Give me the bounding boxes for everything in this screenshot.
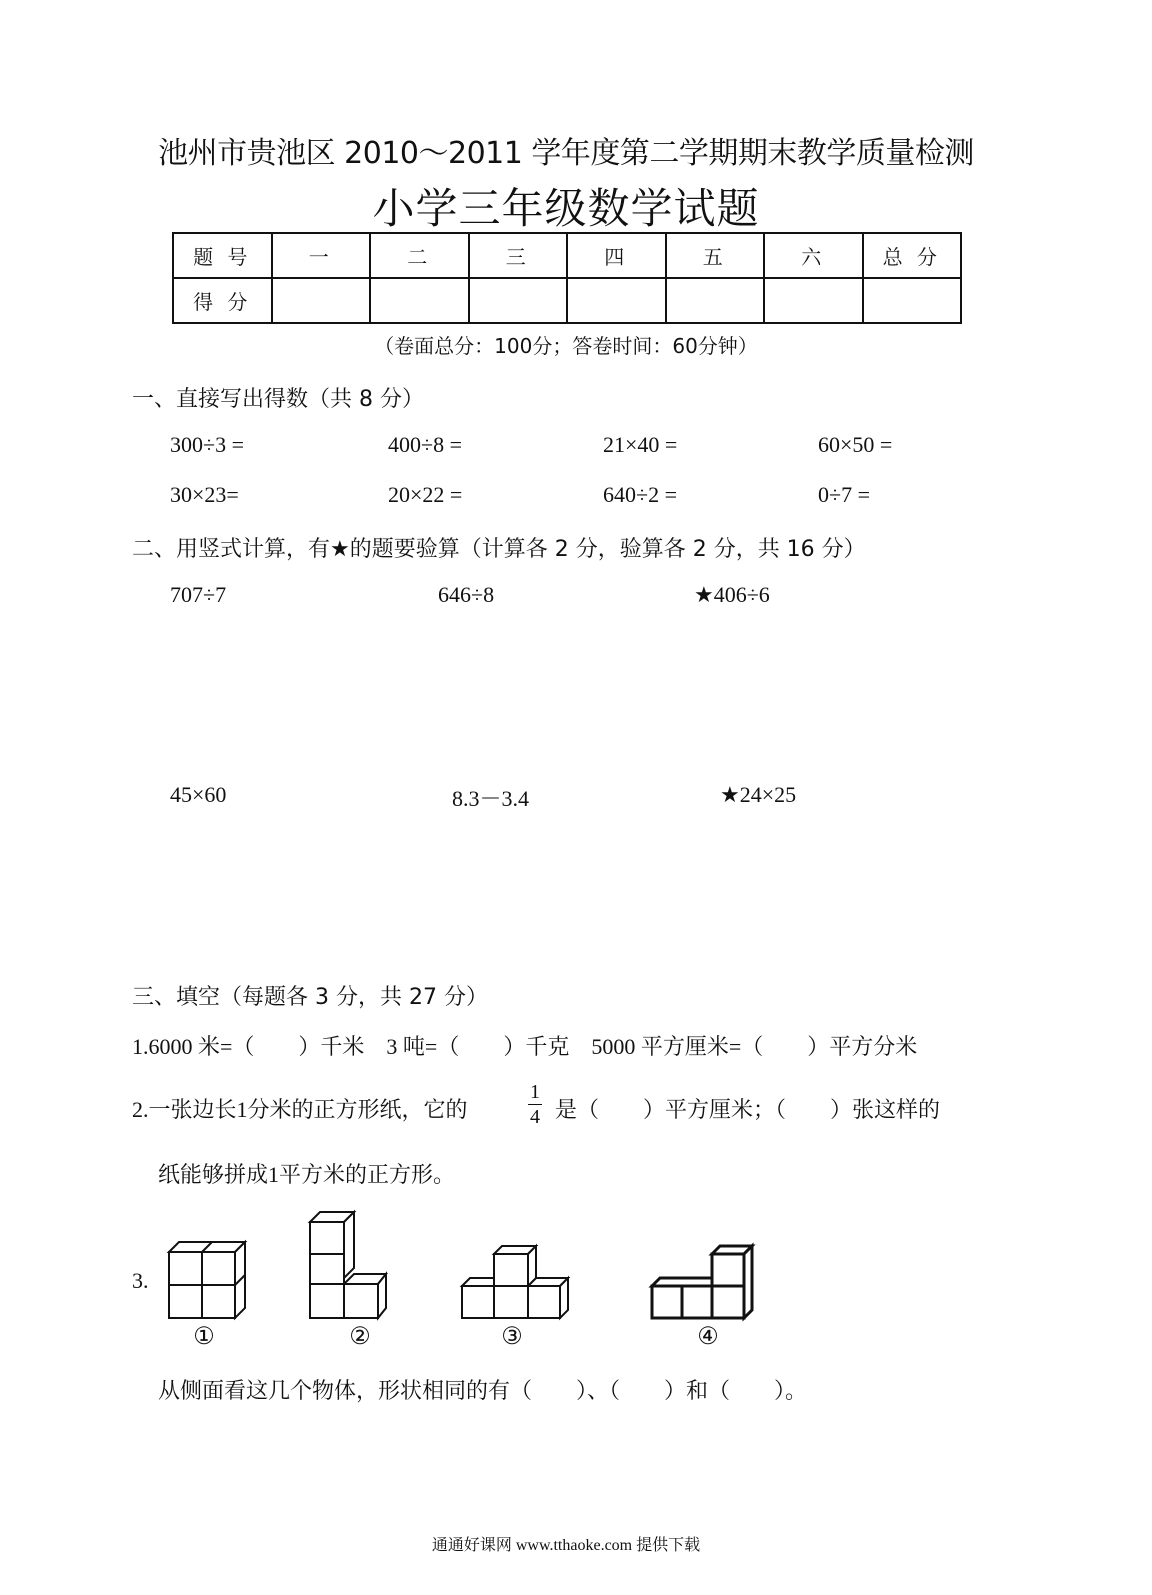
exam-subtitle: 池州市贵池区 2010～2011 学年度第二学期期末教学质量检测 [158, 136, 974, 171]
table-cell: 三 [469, 233, 568, 278]
problem: 300÷3 = [170, 432, 244, 457]
table-cell: 四 [567, 233, 666, 278]
fraction-one-quarter [528, 1081, 542, 1128]
table-cell: 二 [370, 233, 469, 278]
problem: ★24×25 [720, 782, 797, 807]
score-table-score-row [173, 278, 961, 323]
problem: 400÷8 = [388, 432, 462, 457]
problem: 707÷7 [170, 582, 227, 607]
score-cell[interactable] [764, 278, 863, 323]
score-cell[interactable] [272, 278, 371, 323]
question-2-part1: 2.一张边长1分米的正方形纸，它的 [132, 1097, 468, 1122]
cube-figure-4 [648, 1240, 758, 1323]
score-table [172, 232, 962, 324]
figure-caption: ② [349, 1324, 371, 1350]
fraction-denominator: 4 [530, 1106, 540, 1128]
score-cell[interactable] [469, 278, 568, 323]
fraction-bar [528, 1104, 542, 1105]
score-cell[interactable] [567, 278, 666, 323]
table-cell: 一 [272, 233, 371, 278]
question-2-line2: 纸能够拼成1平方米的正方形。 [158, 1162, 456, 1187]
score-table-header-row [173, 233, 961, 278]
section3-title: 三、填空（每题各 3 分，共 27 分） [132, 985, 488, 1010]
question-3-label: 3. [132, 1268, 149, 1293]
section2-title: 二、用竖式计算，有★的题要验算（计算各 2 分，验算各 2 分，共 16 分） [132, 537, 866, 562]
problem: 646÷8 [438, 582, 495, 607]
problem: 21×40 = [603, 432, 678, 457]
question-3-text: 从侧面看这几个物体，形状相同的有（ ）、（ ）和（ ）。 [158, 1378, 808, 1403]
problem: 640÷2 = [603, 482, 677, 507]
cube-figure-1 [165, 1238, 250, 1323]
problem: 60×50 = [818, 432, 893, 457]
problem: ★406÷6 [694, 582, 770, 607]
table-cell: 六 [764, 233, 863, 278]
fraction-numerator: 1 [530, 1081, 540, 1103]
table-cell: 题 号 [173, 233, 272, 278]
page-title: 小学三年级数学试题 [372, 184, 760, 233]
problem: 20×22 = [388, 482, 463, 507]
problem: 0÷7 = [818, 482, 870, 507]
exam-note: （卷面总分：100分；答卷时间：60分钟） [374, 334, 758, 358]
section1-title: 一、直接写出得数（共 8 分） [132, 387, 424, 412]
score-cell[interactable] [666, 278, 765, 323]
table-cell: 得 分 [173, 278, 272, 323]
problem: 8.3－3.4 [452, 786, 530, 811]
figure-caption: ④ [697, 1324, 719, 1350]
cube-figure-3 [458, 1240, 573, 1323]
cube-figure-2 [306, 1208, 391, 1323]
problem: 45×60 [170, 782, 227, 807]
figure-caption: ③ [501, 1324, 523, 1350]
question-2-part2: 是（ ）平方厘米；（ ）张这样的 [555, 1097, 941, 1122]
table-cell: 总 分 [863, 233, 962, 278]
footer-credit: 通通好课网 www.tthaoke.com 提供下载 [431, 1537, 701, 1554]
problem: 30×23= [170, 482, 239, 507]
figure-caption: ① [193, 1324, 215, 1350]
table-cell: 五 [666, 233, 765, 278]
question-1: 1.6000 米=（ ）千米 3 吨=（ ）千克 5000 平方厘米=（ ）平方分米 [132, 1034, 918, 1059]
score-cell[interactable] [863, 278, 962, 323]
score-cell[interactable] [370, 278, 469, 323]
